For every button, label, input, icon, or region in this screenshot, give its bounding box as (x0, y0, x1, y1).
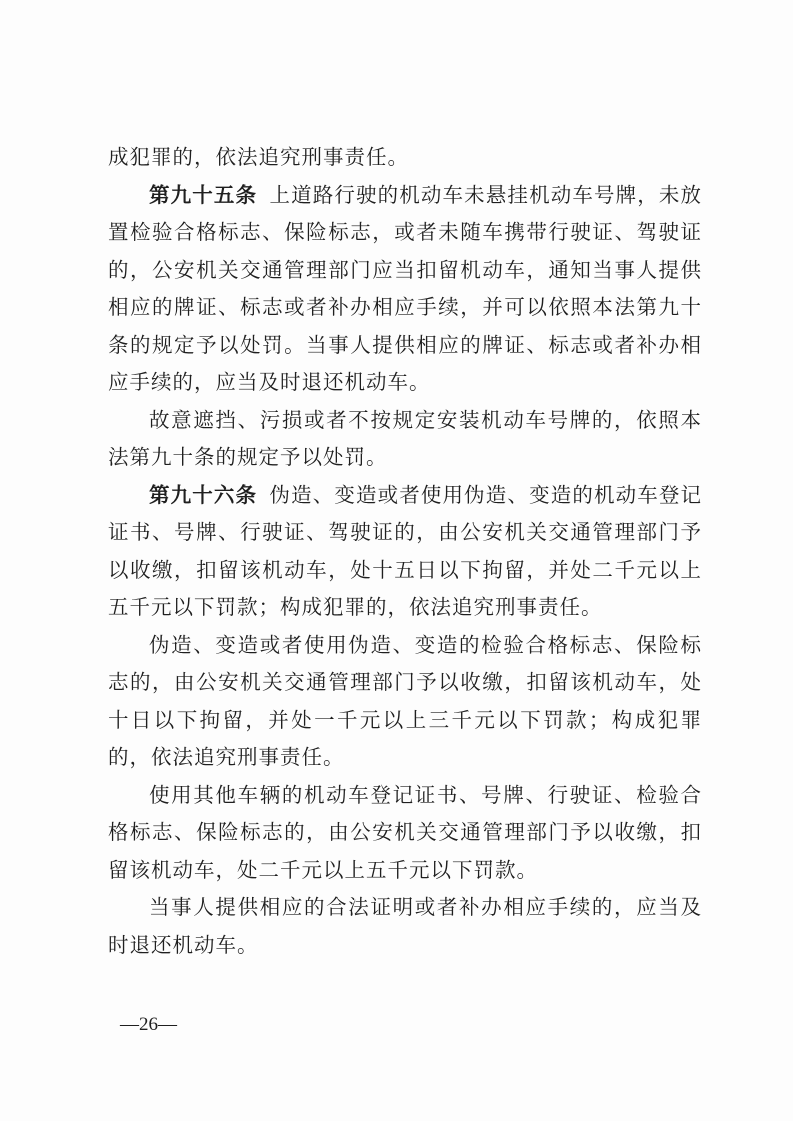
paragraph-text: 伪造、变造或者使用伪造、变造的机动车登记证书、号牌、行驶证、驾驶证的，由公安机关交通管理部门予以收缴，扣留该机动车，处十五日以下拘留，并处二千元以上五千元以下罚款；构成犯罪的，依法追究刑事责任。 (108, 482, 703, 619)
document-body (108, 139, 702, 964)
article-95-paragraph (108, 177, 702, 402)
paragraph-text: 故意遮挡、污损或者不按规定安装机动车号牌的，依照本法第九十条的规定予以处罚。 (108, 407, 702, 469)
paragraph-7 (108, 889, 702, 964)
article-95-title: 第九十五条 (149, 182, 258, 207)
paragraph-text: 使用其他车辆的机动车登记证书、号牌、行驶证、检验合格标志、保险标志的，由公安机关交通管理部门予以收缴，扣留该机动车，处二千元以上五千元以下罚款。 (108, 782, 702, 882)
paragraph-3 (108, 402, 702, 477)
paragraph-text: 成犯罪的，依法追究刑事责任。 (108, 145, 409, 169)
page-number: —26— (120, 1014, 177, 1035)
article-96-paragraph (108, 477, 702, 627)
paragraph-1 (108, 139, 702, 177)
paragraph-text: 当事人提供相应的合法证明或者补办相应手续的，应当及时退还机动车。 (108, 895, 702, 957)
paragraph-text: 上道路行驶的机动车未悬挂机动车号牌，未放置检验合格标志、保险标志，或者未随车携带行驶证、驾驶证的，公安机关交通管理部门应当扣留机动车，通知当事人提供相应的牌证、标志或者补办相应手续，并可以依照本法第九十条的规定予以处罚。当事人提供相应的牌证、标志或者补办相应手续的，应当及时退还机动车。 (108, 182, 703, 394)
paragraph-6 (108, 777, 702, 890)
paragraph-text: 伪造、变造或者使用伪造、变造的检验合格标志、保险标志的，由公安机关交通管理部门予以收缴，扣留该机动车，处十日以下拘留，并处一千元以上三千元以下罚款；构成犯罪的，依法追究刑事责任。 (108, 632, 702, 769)
paragraph-5 (108, 627, 702, 777)
article-96-title: 第九十六条 (149, 482, 258, 507)
